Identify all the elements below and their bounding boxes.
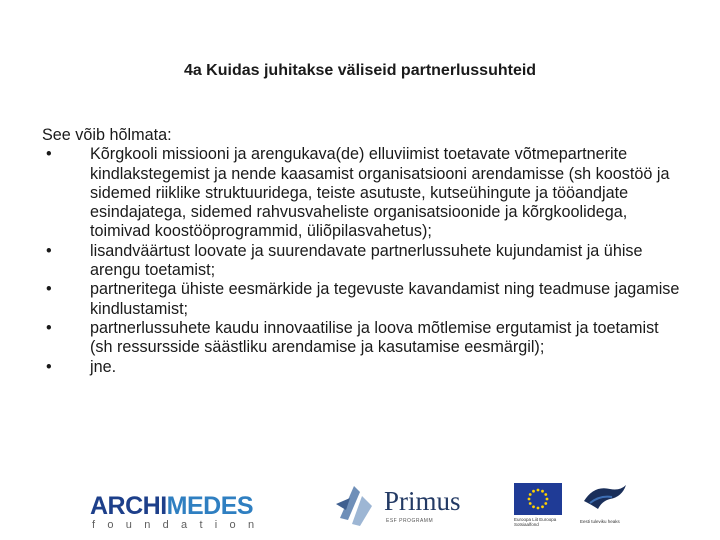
primus-emblem-icon (332, 480, 382, 530)
bullet-text: partnerlussuhete kaudu innovaatilise ja loova mõtlemise ergutamist ja toetamist (sh ressursside säästliku arendamise ja kasutamise eesmärgil); (90, 318, 659, 357)
archimedes-word-a: ARCHI (90, 492, 167, 520)
bullet-list (42, 145, 682, 377)
estonia-logo (580, 481, 630, 531)
archimedes-subtitle: foundation (92, 519, 267, 531)
footer-logos (0, 478, 720, 540)
primus-subtitle: ESF PROGRAMM (386, 518, 434, 524)
eu-caption: Euroopa Liit Euroopa Sotsiaalfond (514, 517, 557, 527)
bullet-icon: • (46, 280, 52, 299)
slide-title: 4a Kuidas juhitakse väliseid partnerlussuhteid (183, 62, 537, 79)
list-item (42, 145, 682, 241)
list-item (42, 242, 682, 281)
archimedes-logo (90, 492, 300, 532)
bullet-icon: • (46, 145, 52, 164)
bullet-text: partneritega ühiste eesmärkide ja tegevuste kavandamist ning teadmuse jagamise kindlustamist; (90, 280, 680, 318)
slide-body (42, 126, 682, 377)
bullet-text: jne. (90, 357, 117, 376)
archimedes-wordmark (90, 492, 253, 521)
bullet-icon: • (46, 241, 52, 260)
intro-text: See võib hõlmata: (42, 126, 172, 144)
swallow-icon (580, 481, 630, 517)
bullet-icon: • (46, 318, 52, 337)
archimedes-word-b: MEDES (166, 492, 254, 520)
list-item (42, 280, 682, 319)
bullet-text: lisandväärtust loovate ja suurendavate partnerlussuhete kujundamist ja ühise arengu toetamist; (90, 241, 643, 280)
primus-logo (332, 480, 482, 530)
estonia-caption: Eesti tuleviku heaks (580, 519, 620, 524)
eu-logo (514, 483, 566, 531)
list-item (42, 319, 682, 358)
eu-flag-icon (514, 483, 562, 515)
bullet-text: Kõrgkooli missiooni ja arengukava(de) elluviimist toetavate võtmepartnerite kindlakstegemist ja nende kaasamist organisatsiooni arendamisse (sh koostöö ja sidemed riiklike struktuuridega, teiste asutuste, kutseühingute ja tööandjate esindajatega, sidemed rahvusvaheliste organisatsioonide ja kõrgkoolidega, toimivad koostööprogrammid, üliõpilasvahetus); (90, 145, 670, 241)
list-item (42, 358, 682, 377)
bullet-icon: • (46, 357, 52, 376)
primus-wordmark: Primus (384, 486, 461, 516)
